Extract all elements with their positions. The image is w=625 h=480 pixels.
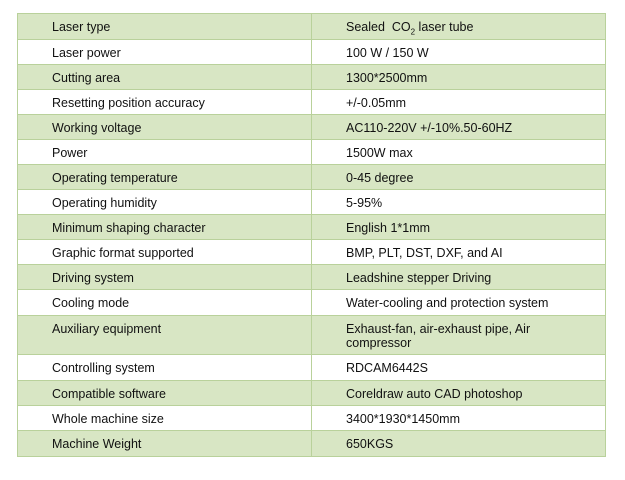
table-row — [18, 165, 606, 190]
table-row — [18, 290, 606, 316]
spec-value-suffix: laser tube — [415, 20, 474, 34]
spec-label: Cutting area — [18, 65, 312, 90]
spec-label: Whole machine size — [18, 406, 312, 431]
spec-value: +/-0.05mm — [312, 90, 606, 115]
spec-table — [17, 13, 606, 457]
spec-value: Coreldraw auto CAD photoshop — [312, 381, 606, 406]
spec-label: Machine Weight — [18, 431, 312, 457]
spec-label: Compatible software — [18, 381, 312, 406]
table-row — [18, 190, 606, 215]
spec-value — [312, 14, 606, 40]
table-row — [18, 240, 606, 265]
spec-value: AC110-220V +/-10%.50-60HZ — [312, 115, 606, 140]
spec-value: Exhaust-fan, air-exhaust pipe, Air compressor — [312, 316, 606, 355]
table-row — [18, 115, 606, 140]
spec-value: 1500W max — [312, 140, 606, 165]
spec-label: Driving system — [18, 265, 312, 290]
spec-label: Auxiliary equipment — [18, 316, 312, 355]
spec-value: Leadshine stepper Driving — [312, 265, 606, 290]
table-row — [18, 381, 606, 406]
spec-value: 1300*2500mm — [312, 65, 606, 90]
spec-value: 650KGS — [312, 431, 606, 457]
spec-label: Cooling mode — [18, 290, 312, 316]
table-row — [18, 65, 606, 90]
spec-value: 5-95% — [312, 190, 606, 215]
table-row — [18, 355, 606, 381]
table-row — [18, 265, 606, 290]
spec-label: Graphic format supported — [18, 240, 312, 265]
table-row — [18, 14, 606, 40]
spec-label: Working voltage — [18, 115, 312, 140]
table-row — [18, 140, 606, 165]
table-row — [18, 40, 606, 65]
table-row — [18, 406, 606, 431]
spec-label: Minimum shaping character — [18, 215, 312, 240]
table-row — [18, 316, 606, 355]
spec-label: Resetting position accuracy — [18, 90, 312, 115]
spec-label: Laser power — [18, 40, 312, 65]
spec-value: English 1*1mm — [312, 215, 606, 240]
spec-label: Operating humidity — [18, 190, 312, 215]
spec-value-subscript: 2 — [410, 27, 416, 37]
spec-value: BMP, PLT, DST, DXF, and AI — [312, 240, 606, 265]
spec-value: RDCAM6442S — [312, 355, 606, 381]
spec-value: 0-45 degree — [312, 165, 606, 190]
spec-label: Operating temperature — [18, 165, 312, 190]
spec-label: Power — [18, 140, 312, 165]
spec-value: Water-cooling and protection system — [312, 290, 606, 316]
spec-label: Controlling system — [18, 355, 312, 381]
spec-value: 100 W / 150 W — [312, 40, 606, 65]
spec-value-prefix: Sealed CO — [346, 20, 411, 34]
table-row — [18, 90, 606, 115]
table-row — [18, 215, 606, 240]
spec-label: Laser type — [18, 14, 312, 40]
table-row — [18, 431, 606, 457]
spec-value: 3400*1930*1450mm — [312, 406, 606, 431]
